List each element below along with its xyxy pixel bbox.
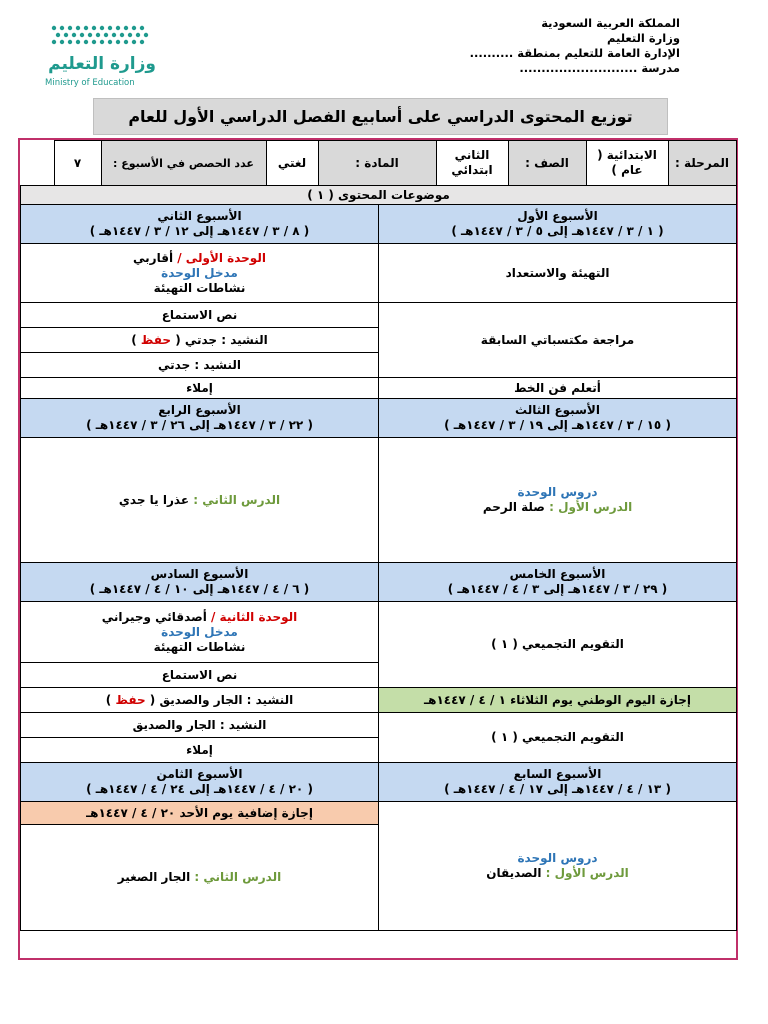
anthem-close: ) [105,692,112,707]
distribution-table [20,140,737,186]
w8-lessons [21,825,379,931]
w8-holiday: إجازة إضافية يوم الأحد ٢٠ / ٤ / ١٤٤٧هـ [21,802,379,825]
grade-value: الثاني ابتدائي [436,141,508,186]
anthem-close: ) [131,332,137,347]
w5-holiday: إجازة اليوم الوطني يوم الثلاثاء ١ / ٤ / ١٤٤٧هـ [379,688,737,713]
w4-lessons [21,438,379,563]
week-5-header [379,563,737,602]
week-dates: ( ٢٠ / ٤ / ١٤٤٧هـ إلى ٢٤ / ٤ / ١٤٤٧هـ ) [86,782,313,796]
hifz-tag: حفظ [115,692,146,707]
weeks-table [20,185,737,931]
w5-eval: التقويم التجميعي ( ١ ) [379,602,737,688]
lesson-label: الدرس الثاني : [193,492,281,507]
section-title: موضوعات المحتوى ( ١ ) [21,186,737,205]
periods-label: عدد الحصص في الأسبوع : [101,141,266,186]
unit-name: أصدقائي وجيراني [101,609,207,624]
lesson-name: الصديقان [486,866,542,880]
subject-value: لغتي [266,141,318,186]
w3-lessons [379,438,737,563]
w6-unit-intro [21,602,379,663]
warmup-activities: نشاطات التهيئة [153,639,246,654]
week-title: الأسبوع السادس [150,567,249,581]
header-line: وزارة التعليم [607,31,680,45]
week-1-header [379,205,737,244]
w2-unit-intro [21,244,379,303]
lesson-name: صلة الرحم [482,500,545,514]
w2-anthem: النشيد : جدتي [21,353,379,378]
unit-lessons: دروس الوحدة [517,485,598,499]
w2-dictation: إملاء [21,378,379,399]
header-line: المملكة العربية السعودية [541,16,680,30]
w7-lessons [379,802,737,931]
w6-dictation: إملاء [21,738,379,763]
week-dates: ( ٢٩ / ٣ / ١٤٤٧هـ إلى ٣ / ٤ / ١٤٤٧هـ ) [447,582,668,596]
w1-review: مراجعة مكتسباتي السابقة [379,303,737,378]
ministry-header [440,16,680,76]
week-title: الأسبوع السابع [513,767,602,781]
week-title: الأسبوع الرابع [158,403,241,417]
week-8-header [21,763,379,802]
anthem-text: النشيد : الجار والصديق ( [149,692,294,707]
lesson-name: الجار الصغير [117,870,191,885]
subject-label: المادة : [318,141,436,186]
week-3-header [379,399,737,438]
lesson-label: الدرس الثاني : [194,870,282,885]
week-title: الأسبوع الثاني [157,209,242,223]
week-6-header [21,563,379,602]
lesson-label: الدرس الأول : [549,500,633,514]
week-dates: ( ٢٢ / ٣ / ١٤٤٧هـ إلى ٢٦ / ٣ / ١٤٤٧هـ ) [86,418,313,432]
w2-listening: نص الاستماع [21,303,379,328]
w6-anthem: النشيد : الجار والصديق [21,713,379,738]
stage-value: الابتدائية ( عام ) [586,141,668,186]
unit-lessons: دروس الوحدة [517,851,598,865]
week-dates: ( ١٥ / ٣ / ١٤٤٧هـ إلى ١٩ / ٣ / ١٤٤٧هـ ) [444,418,671,432]
grade-label: الصف : [508,141,586,186]
unit-label: الوحدة الأولى / [177,250,266,265]
header-line: الإدارة العامة للتعليم بمنطقة .......... [469,46,680,60]
w1-prep: التهيئة والاستعداد [379,244,737,303]
logo-arabic: وزارة التعليم [48,54,156,74]
week-title: الأسبوع الثالث [515,403,600,417]
w6-listening: نص الاستماع [21,663,379,688]
week-7-header [379,763,737,802]
unit-entry: مدخل الوحدة [161,265,238,280]
week-4-header [21,399,379,438]
anthem-text: النشيد : جدتي ( [175,332,268,347]
week-2-header [21,205,379,244]
logo-english: Ministry of Education [45,78,135,88]
w5-eval-2: التقويم التجميعي ( ١ ) [379,713,737,763]
hifz-tag: حفظ [140,332,171,347]
w2-anthem-memorize [21,328,379,353]
page-title: توزيع المحتوى الدراسي على أسابيع الفصل الدراسي الأول للعام [93,98,668,135]
unit-label: الوحدة الثانية / [211,609,298,624]
week-dates: ( ١٣ / ٤ / ١٤٤٧هـ إلى ١٧ / ٤ / ١٤٤٧هـ ) [444,782,671,796]
unit-entry: مدخل الوحدة [161,624,238,639]
week-title: الأسبوع الثامن [156,767,243,781]
week-dates: ( ٨ / ٣ / ١٤٤٧هـ إلى ١٢ / ٣ / ١٤٤٧هـ ) [89,224,310,238]
week-dates: ( ٦ / ٤ / ١٤٤٧هـ إلى ١٠ / ٤ / ١٤٤٧هـ ) [89,582,310,596]
w1-calligraphy: أتعلم فن الخط [379,378,737,399]
week-title: الأسبوع الأول [517,209,598,223]
w6-anthem-memorize [21,688,379,713]
unit-name: أقاربي [133,250,174,265]
periods-value: ٧ [54,141,101,186]
lesson-name: عذرا يا جدي [118,492,190,507]
week-title: الأسبوع الخامس [509,567,606,581]
lesson-label: الدرس الأول : [545,866,629,880]
week-dates: ( ١ / ٣ / ١٤٤٧هـ إلى ٥ / ٣ / ١٤٤٧هـ ) [451,224,664,238]
warmup-activities: نشاطات التهيئة [153,280,246,295]
header-line: مدرسة ........................... [519,61,680,75]
stage-label: المرحلة : [668,141,736,186]
